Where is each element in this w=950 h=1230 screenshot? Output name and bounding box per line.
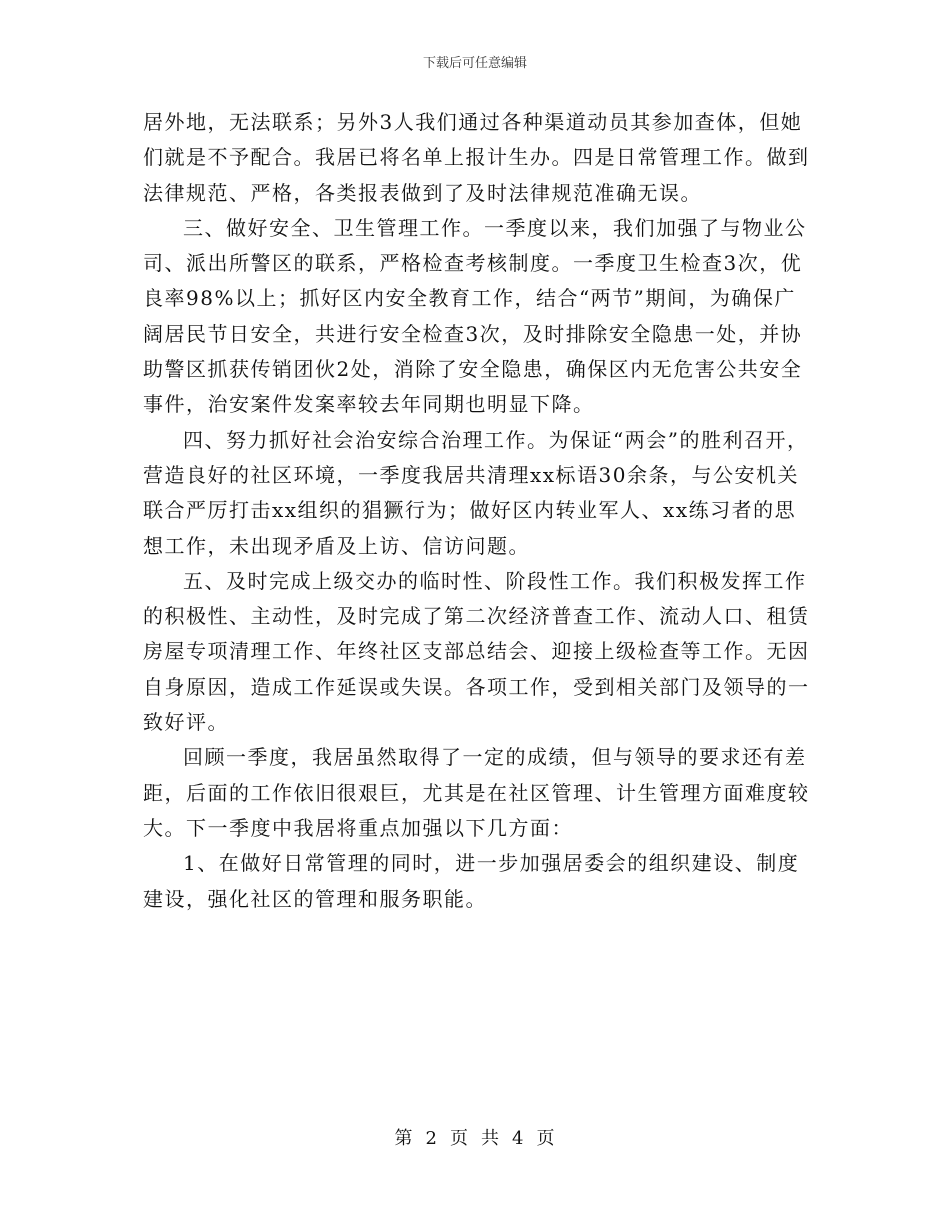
footer-suffix: 页 — [536, 1128, 556, 1149]
paragraph-public-order: 四、努力抓好社会治安综合治理工作。为保证“两会”的胜利召开，营造良好的社区环境，一季度我居共清理xx标语30余条，与公安机关联合严厉打击xx组织的猖獗行为；做好区内转业军人、xx练习者的思想工作，未出现矛盾及上访、信访问题。 — [143, 427, 809, 558]
paragraph-review: 回顾一季度，我居虽然取得了一定的成绩，但与领导的要求还有差距，后面的工作依旧很艰巨，尤其是在社区管理、计生管理方面难度较大。下一季度中我居将重点加强以下几方面： — [143, 745, 810, 840]
page-footer — [0, 1124, 950, 1150]
footer-total-pages: 4 — [512, 1128, 525, 1149]
paragraph-safety-hygiene: 三、做好安全、卫生管理工作。一季度以来，我们加强了与物业公司、派出所警区的联系，严格检查考核制度。一季度卫生检查3次，优良率98%以上；抓好区内安全教育工作，结合“两节”期间，为确保广阔居民节日安全，共进行安全检查3次，及时排除安全隐患一处，并协助警区抓获传销团伙2处，消除了安全隐患，确保区内无危害公共安全事件，治安案件发案率较去年同期也明显下降。 — [143, 215, 807, 417]
footer-prefix: 第 — [394, 1128, 414, 1149]
footer-page-word: 页 — [450, 1128, 469, 1149]
page-header: 下载后可任意编辑 — [422, 56, 527, 71]
footer-current-page: 2 — [425, 1128, 438, 1149]
footer-total-label: 共 — [481, 1128, 500, 1149]
paragraph-temporary-tasks: 五、及时完成上级交办的临时性、阶段性工作。我们积极发挥工作的积极性、主动性，及时完成了第二次经济普查工作、流动人口、租赁房屋专项清理工作、年终社区支部总结会、迎接上级检查等工作。无因自身原因，造成工作延误或失误。各项工作，受到相关部门及领导的一致好评。 — [143, 568, 810, 735]
paragraph-continuation: 居外地，无法联系；另外3人我们通过各种渠道动员其参加查体，但她们就是不予配合。我居已将名单上报计生办。四是日常管理工作。做到法律规范、严格，各类报表做到了及时法律规范准确无误。 — [143, 110, 810, 205]
document-body — [143, 105, 815, 917]
paragraph-plan-item-1: 1、在做好日常管理的同时，进一步加强居委会的组织建设、制度建设，强化社区的管理和服务职能。 — [143, 851, 800, 911]
